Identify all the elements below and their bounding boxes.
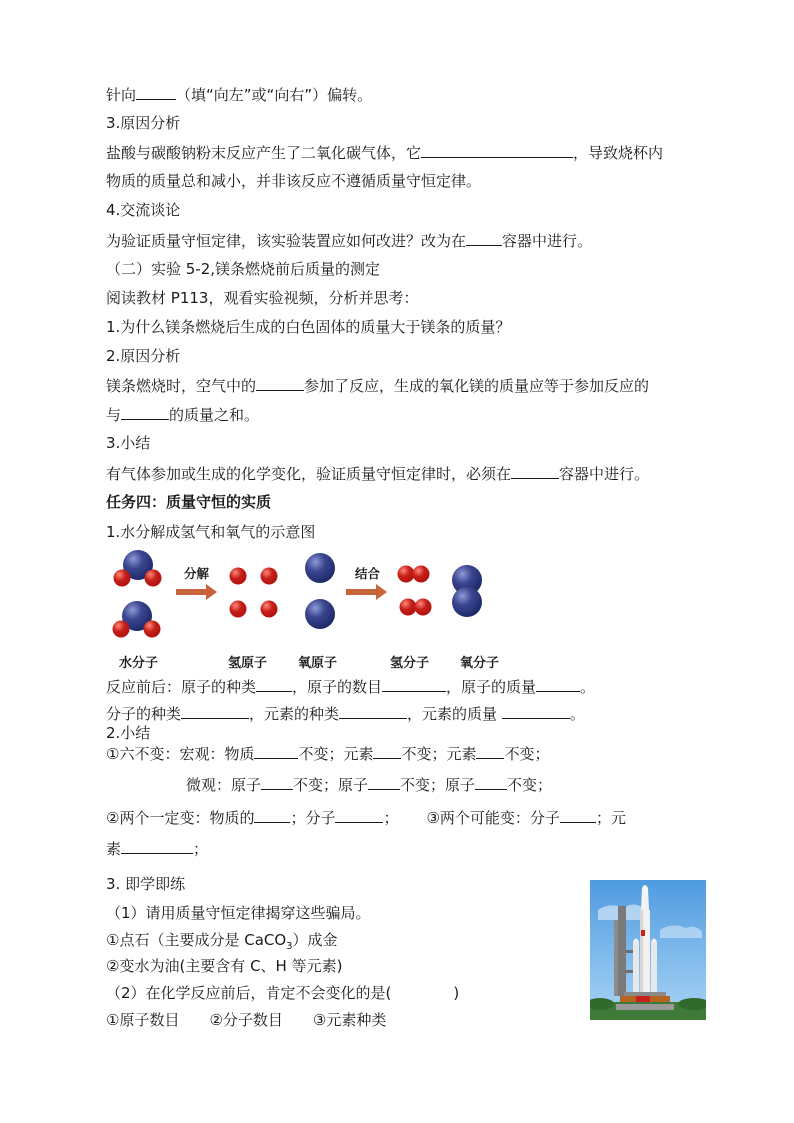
blank-molecule-kind[interactable]: [181, 703, 249, 719]
question-2: （2）在化学反应前后，肯定不会变化的是( ): [106, 984, 460, 1002]
question-1: （1）请用质量守恒定律揭穿这些骗局。: [106, 904, 371, 922]
label-decompose: 分解: [184, 566, 210, 581]
blank-element-mass[interactable]: [502, 703, 570, 719]
line-gas-reaction: 有气体参加或生成的化学变化，验证质量守恒定律时，必须在 容器中进行。: [106, 465, 650, 483]
figure-caption: 1.水分解成氢气和氧气的示意图: [106, 523, 316, 541]
question-magnesium: 1.为什么镁条燃烧后生成的白色固体的质量大于镁条的质量？: [106, 318, 511, 336]
heading-summary-2: 2.小结: [106, 724, 151, 742]
heading-cause-analysis-2: 2.原因分析: [106, 347, 181, 365]
line-improve: 为验证质量守恒定律，该实验装置应如何改进？改为在 容器中进行。: [106, 232, 593, 250]
label-water-molecule: 水分子: [119, 656, 159, 671]
oxygen-atoms: [305, 553, 335, 629]
line-read-textbook: 阅读教材 P113，观看实验视频，分析并思考：: [106, 289, 419, 307]
label-oxygen-atom: 氧原子: [298, 656, 338, 671]
blank-atom-3[interactable]: [475, 774, 507, 790]
line-molecule-element: 分子的种类 ，元素的种类 ，元素的质量 。: [106, 705, 585, 723]
oxygen-molecule: [452, 565, 482, 617]
blank-atom-number[interactable]: [382, 676, 446, 692]
water-molecule: [114, 550, 162, 587]
label-oxygen-molecule: 氧分子: [460, 656, 500, 671]
choices-row: ①原子数目 ②分子数目 ③元素种类: [106, 1011, 387, 1029]
arrow-decompose-icon: [176, 584, 217, 600]
blank-element-1[interactable]: [373, 743, 401, 759]
line-needle: 针向 （填“向左”或“向右”）偏转。: [106, 86, 373, 104]
heading-discussion: 4.交流谈论: [106, 201, 181, 219]
blank-substance-kind[interactable]: [254, 807, 290, 823]
blank-atom-1[interactable]: [261, 774, 293, 790]
line-air: 镁条燃烧时，空气中的 参加了反应，生成的氧化镁的质量应等于参加反应的: [106, 377, 650, 395]
blank-atom-2[interactable]: [368, 774, 400, 790]
heading-practice: 3. 即学即练: [106, 875, 186, 893]
line-mass-decrease: 物质的质量总和减小，并非该反应不遵循质量守恒定律。: [106, 172, 482, 190]
label-hydrogen-atom: 氢原子: [228, 656, 268, 671]
line-co2: 盐酸与碳酸钠粉末反应产生了二氧化碳气体，它 ，导致烧杯内: [106, 144, 664, 162]
blank-element-valence[interactable]: [121, 838, 193, 854]
hydrogen-molecules: [398, 566, 432, 616]
option-stone-gold: ①点石（主要成分是 CaCO$_3$）成金: [106, 931, 338, 952]
task-four-title: 任务四：质量守恒的实质: [106, 493, 272, 511]
line-element-valence: 素 ；: [106, 840, 209, 858]
rocket-launch-photo: [590, 880, 706, 1020]
blank-element-kind[interactable]: [339, 703, 407, 719]
blank-substance[interactable]: [254, 743, 298, 759]
hydrogen-atoms: [230, 568, 278, 618]
option-water-oil: ②变水为油(主要含有 C、H 等元素): [106, 957, 343, 975]
blank-molecule-number[interactable]: [560, 807, 596, 823]
section-experiment-5-2: （二）实验 5-2,镁条燃烧前后质量的测定: [106, 260, 381, 278]
heading-cause-analysis: 3.原因分析: [106, 114, 181, 132]
line-six-unchanged: ①六不变：宏观：物质 不变；元素 不变；元素 不变；: [106, 745, 550, 763]
blank-molecule-kind-2[interactable]: [335, 807, 383, 823]
line-before-after: 反应前后：原子的种类 ，原子的数目 ，原子的质量 。: [106, 678, 596, 696]
line-sum: 与 的质量之和。: [106, 406, 260, 424]
blank-atom-kind[interactable]: [256, 676, 292, 692]
line-changes: ②两个一定变：物质的 ；分子 ； ③两个可能变：分子 ；元: [106, 809, 626, 827]
water-molecule: [113, 601, 161, 638]
blank-atom-mass[interactable]: [536, 676, 580, 692]
label-combine: 结合: [355, 566, 381, 581]
blank-element-2[interactable]: [476, 743, 504, 759]
arrow-combine-icon: [346, 584, 387, 600]
heading-summary: 3.小结: [106, 434, 151, 452]
label-hydrogen-molecule: 氢分子: [390, 656, 430, 671]
line-micro: 微观：原子 不变；原子 不变；原子 不变；: [186, 776, 553, 794]
